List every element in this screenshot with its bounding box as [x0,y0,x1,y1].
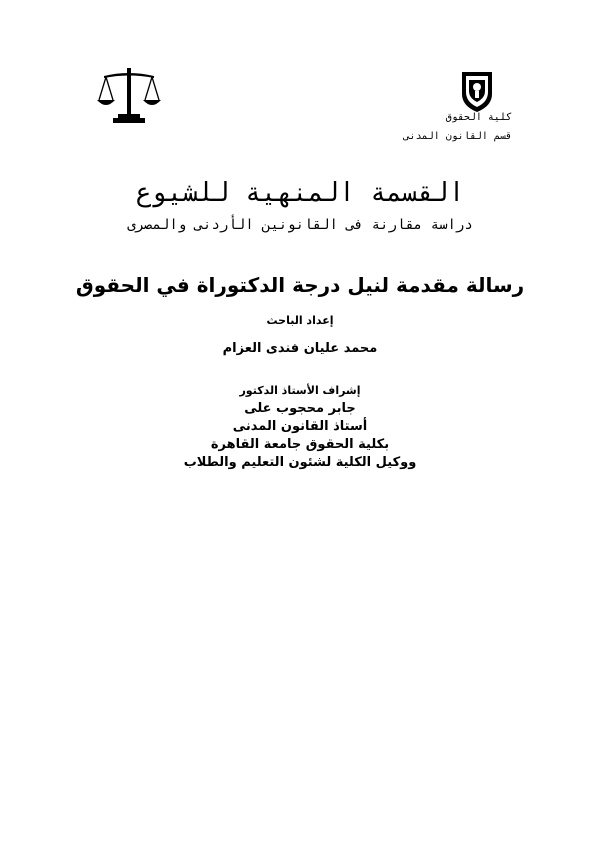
scales-of-justice-icon [96,66,162,126]
supervisor-name: جابر محجوب على [244,401,356,416]
faculty-name: كلية الحقوق [445,112,512,123]
supervision-label: إشراف الأستاذ الدكتور [239,384,361,397]
thesis-subtitle: دراسة مقارنة فى القانونين الأردنى والمصرى [127,217,473,233]
thesis-purpose: رسالة مقدمة لنيل درجة الدكتوراة في الحقوق [75,273,525,297]
researcher-name: محمد عليان فندى العزام [222,341,378,356]
department-name: قسم القانون المدنى [403,131,512,142]
supervisor-role: ووكيل الكلية لشئون التعليم والطلاب [183,455,417,470]
supervisor-faculty: بكلية الحقوق جامعة القاهرة [210,437,390,452]
prepared-by-label: إعداد الباحث [266,314,334,327]
thesis-title: القسمة المنهية للشيوع [135,178,465,208]
university-crest-icon [458,70,496,114]
supervisor-title: أستاذ القانون المدنى [232,419,368,434]
